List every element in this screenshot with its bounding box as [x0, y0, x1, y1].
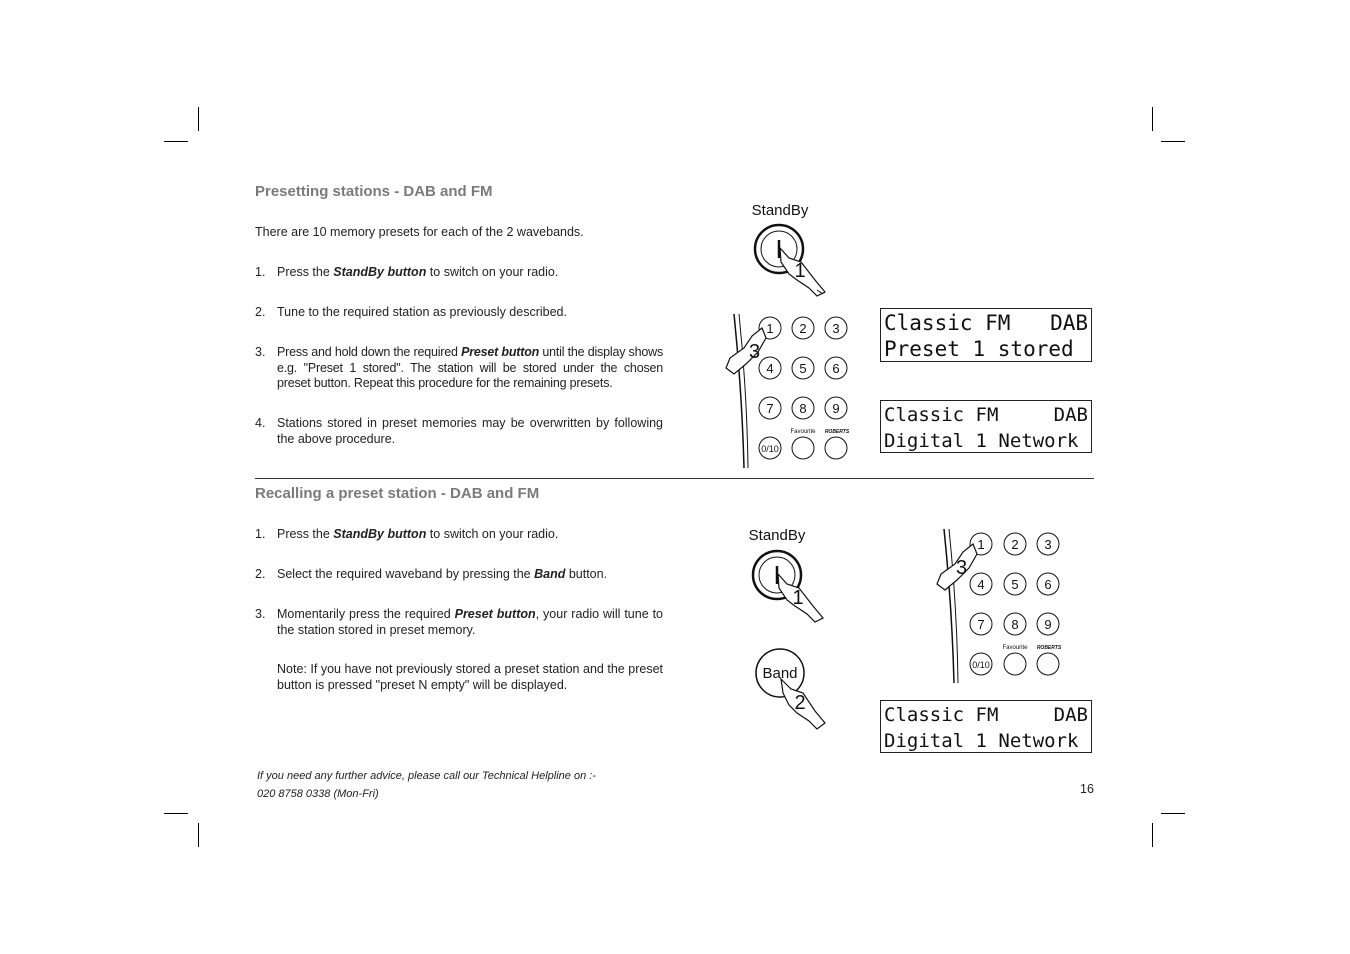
svg-text:3: 3 — [832, 321, 840, 336]
step-number: 2. — [255, 567, 266, 581]
step-badge: 2 — [794, 692, 806, 714]
step-badge: 1 — [794, 260, 806, 282]
svg-text:7: 7 — [766, 401, 774, 416]
svg-text:2: 2 — [1011, 537, 1019, 552]
brand-logo: ROBERTS — [1036, 645, 1062, 651]
step-badge: 3 — [749, 341, 761, 363]
step-number: 1. — [255, 527, 266, 541]
svg-text:Favourite: Favourite — [790, 429, 816, 435]
section-heading-presetting: Presetting stations - DAB and FM — [255, 183, 493, 200]
crop-mark — [164, 813, 188, 814]
step-badge: 3 — [956, 557, 968, 579]
svg-text:4: 4 — [977, 577, 985, 592]
crop-mark — [1152, 107, 1153, 131]
step-number: 3. — [255, 607, 266, 621]
page-number: 16 — [1080, 782, 1094, 796]
step-number: 2. — [255, 305, 266, 319]
step-number: 1. — [255, 265, 266, 279]
section-divider — [255, 478, 1094, 479]
step-text: Tune to the required station as previously described. — [277, 305, 567, 319]
svg-text:6: 6 — [1044, 577, 1052, 592]
section-heading-recalling: Recalling a preset station - DAB and FM — [255, 485, 540, 502]
step-text: Select the required waveband by pressing the Band button. — [277, 567, 608, 581]
svg-text:4: 4 — [766, 361, 774, 376]
svg-text:0/10: 0/10 — [972, 660, 990, 670]
svg-text:9: 9 — [1044, 617, 1052, 632]
step-number: 4. — [255, 416, 266, 430]
svg-text:2: 2 — [799, 321, 807, 336]
svg-text:5: 5 — [799, 361, 807, 376]
lcd-display-network-top: Classic FM DAB Digital 1 Network — [880, 400, 1092, 453]
note-text: Note: If you have not previously stored a preset station and the preset button is pressed "preset N empty" will be displayed. — [277, 662, 663, 692]
step-text: Press the StandBy button to switch on your radio. — [277, 527, 559, 541]
svg-text:8: 8 — [799, 401, 807, 416]
svg-text:0/10: 0/10 — [761, 444, 779, 454]
crop-mark — [1152, 823, 1153, 847]
crop-mark — [1161, 141, 1185, 142]
step-text: Press the StandBy button to switch on your radio. — [277, 265, 559, 279]
helpline-text: If you need any further advice, please call our Technical Helpline on :- — [257, 770, 596, 782]
keypad-illustration-bottom — [932, 527, 1072, 687]
svg-text:1: 1 — [977, 537, 985, 552]
svg-text:7: 7 — [977, 617, 985, 632]
brand-logo: ROBERTS — [824, 429, 850, 435]
step-number: 3. — [255, 345, 266, 359]
step-text: Momentarily press the required Preset button, your radio will tune to the station stored in preset memory. — [277, 607, 663, 637]
band-label: Band — [762, 665, 798, 682]
step-text: Stations stored in preset memories may be overwritten by following the above procedure. — [277, 416, 663, 446]
svg-text:8: 8 — [1011, 617, 1019, 632]
svg-text:Favourite: Favourite — [1002, 645, 1028, 651]
crop-mark — [1161, 813, 1185, 814]
step-badge: 1 — [792, 587, 804, 609]
crop-mark — [198, 107, 199, 131]
helpline-phone: 020 8758 0338 (Mon-Fri) — [257, 788, 379, 800]
standby-illustration-top — [735, 200, 835, 300]
keypad-illustration-top — [722, 312, 862, 472]
intro-text: There are 10 memory presets for each of the 2 wavebands. — [255, 225, 584, 239]
step-text: Press and hold down the required Preset button until the display shows e.g. "Preset 1 stored". The station will be stored under the chosen preset button. Repeat this procedure for the remaining presets. — [277, 345, 663, 390]
standby-label: StandBy — [748, 527, 806, 544]
band-illustration — [745, 645, 835, 735]
crop-mark — [164, 141, 188, 142]
lcd-display-preset-stored: Classic FM DAB Preset 1 stored — [880, 308, 1092, 362]
svg-text:5: 5 — [1011, 577, 1019, 592]
standby-label: StandBy — [751, 202, 809, 219]
svg-text:3: 3 — [1044, 537, 1052, 552]
crop-mark — [198, 823, 199, 847]
svg-text:9: 9 — [832, 401, 840, 416]
standby-illustration-bottom — [733, 525, 833, 625]
svg-text:1: 1 — [766, 321, 774, 336]
svg-text:6: 6 — [832, 361, 840, 376]
lcd-display-network-bottom: Classic FM DAB Digital 1 Network — [880, 700, 1092, 753]
